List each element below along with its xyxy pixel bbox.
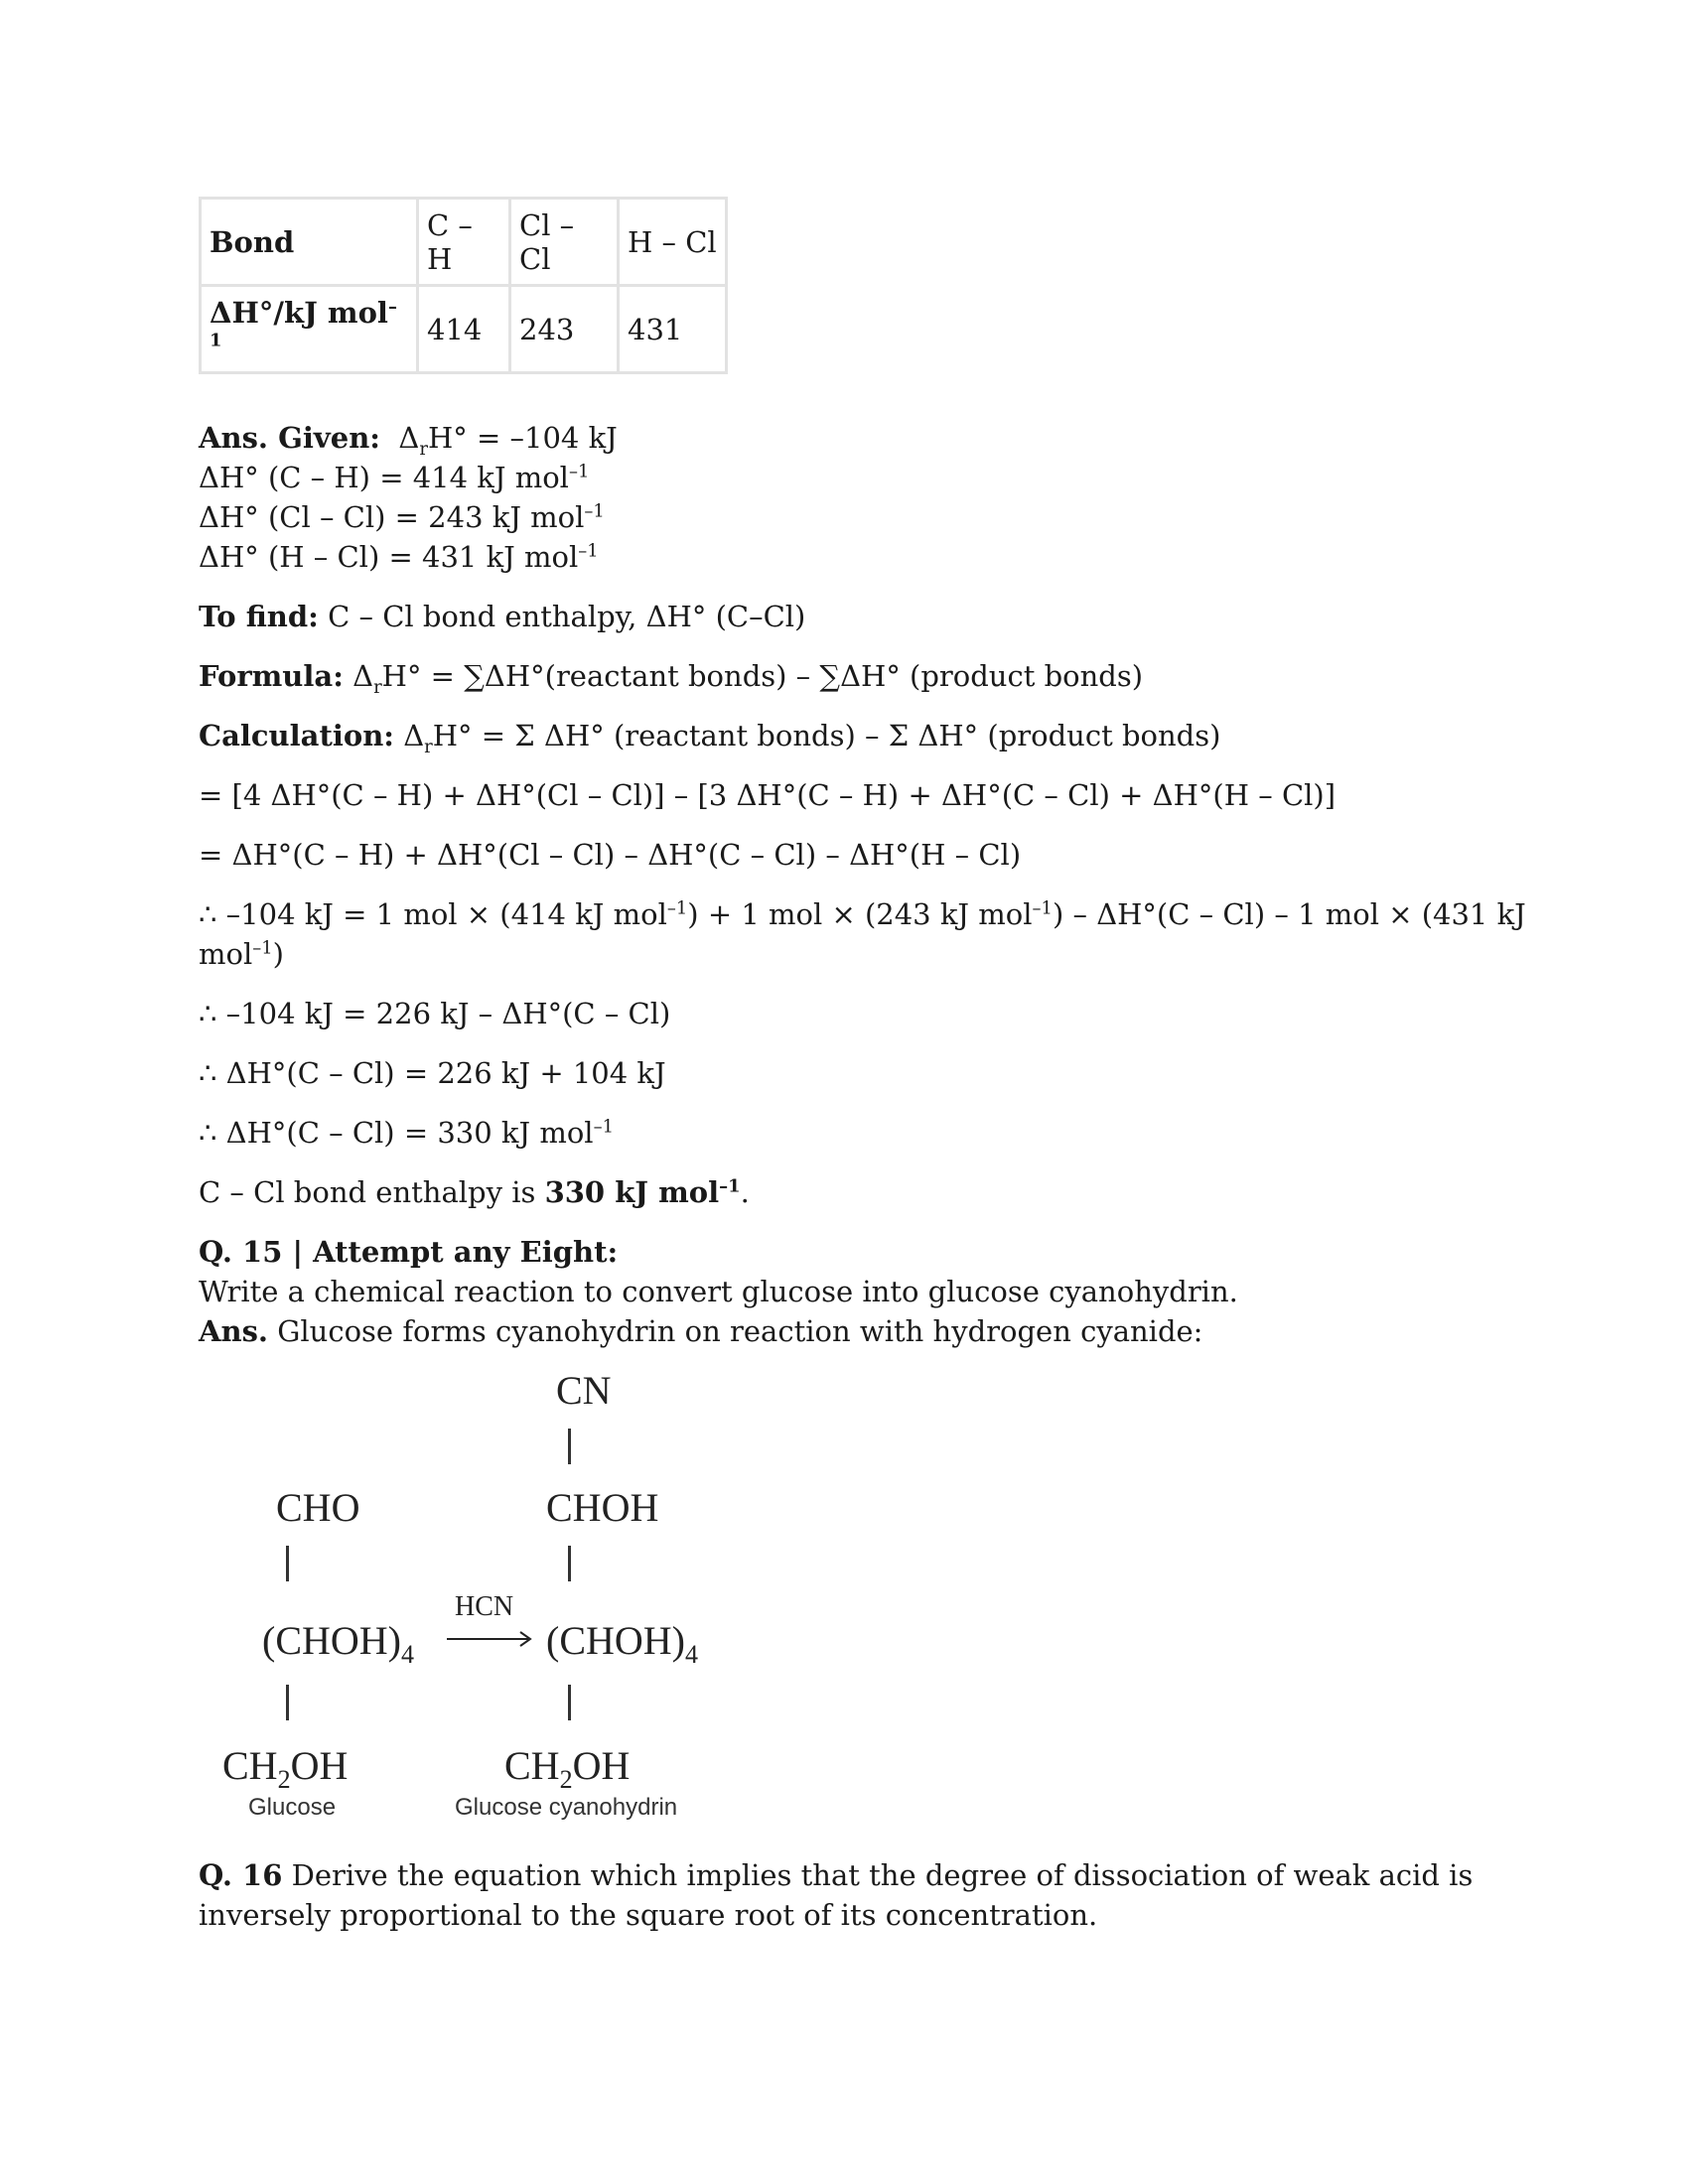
calc-step: = ΔH°(C – H) + ΔH°(Cl – Cl) – ΔH°(C – Cl) – ΔH°(H – Cl) [199,838,1022,872]
table-header-cell: H – Cl [619,199,727,286]
calc-step: ∴ –104 kJ = 1 mol × (414 kJ mol$^{-1}$) + 1 mol × (243 kJ mol$^{-1}$) – ΔH°(C – Cl) – 1 mol × (431 kJ [199,897,1526,931]
left-top: CHO [276,1485,360,1530]
left-mid: $(CHOH)_4$ [262,1618,414,1669]
calc-step: ∴ ΔH°(C – Cl) = 330 kJ mol$^{-1}$ [199,1116,614,1150]
table-cell: 431 [619,286,727,373]
table-header-cell: C – H [418,199,510,286]
bond-line [568,1685,571,1720]
right-cn: CN [556,1368,612,1413]
table-cell: 243 [510,286,619,373]
bond-line [568,1546,571,1581]
calc-step: ∴ –104 kJ = 226 kJ – ΔH°(C – Cl) [199,997,671,1030]
reaction-arrow-icon [445,1627,534,1651]
q16-line: inversely proportional to the square root of its concentration. [199,1898,1098,1932]
left-caption: Glucose [248,1794,337,1821]
calc-step-continued: mol$^{-1}$) [199,937,284,971]
left-bottom: $CH_2OH$ [222,1743,349,1794]
given-line: ΔH° (Cl – Cl) = 243 kJ mol$^{-1}$ [199,500,605,534]
bond-enthalpy-table [199,197,728,374]
right-bottom: $CH_2OH$ [504,1743,631,1794]
bond-line [286,1685,289,1720]
right-caption: Glucose cyanohydrin [455,1794,678,1821]
q15-question: Write a chemical reaction to convert glucose into glucose cyanohydrin. [199,1275,1238,1308]
right-top: CHOH [546,1485,659,1530]
glucose-cyanohydrin-scheme [199,1369,755,1836]
table-header-row [201,199,727,286]
calc-step: ∴ ΔH°(C – Cl) = 226 kJ + 104 kJ [199,1056,666,1090]
formula-line: Formula: $\Delta_rH^\circ$ = ∑ΔH°(reactant bonds) – ∑ΔH° (product bonds) [199,659,1144,698]
table-header-cell: Cl – Cl [510,199,619,286]
table-row-label: ΔH°/kJ mol$^{-1}$ [201,286,418,373]
calc-step: = [4 ΔH°(C – H) + ΔH°(Cl – Cl)] – [3 ΔH°(C – H) + ΔH°(C – Cl) + ΔH°(H – Cl)] [199,778,1336,812]
bond-line [286,1546,289,1581]
given-line: Ans. Given: $\Delta_rH^\circ = -104$ kJ [199,421,618,460]
table-row [201,286,727,373]
q15-answer: Ans. Glucose forms cyanohydrin on reaction with hydrogen cyanide: [199,1314,1203,1348]
right-mid: $(CHOH)_4$ [546,1618,698,1669]
page-content [199,197,1526,1935]
given-line: ΔH° (C – H) = 414 kJ mol$^{-1}$ [199,461,590,494]
given-line: ΔH° (H – Cl) = 431 kJ mol$^{-1}$ [199,540,599,574]
calculation-line: Calculation: $\Delta_rH^\circ = \Sigma$ ΔH° (reactant bonds) – Σ ΔH° (product bonds) [199,719,1221,757]
table-header-cell: Bond [201,199,418,286]
q15-heading: Q. 15 | Attempt any Eight: [199,1235,619,1269]
to-find-line: To find: C – Cl bond enthalpy, ΔH° (C–Cl) [199,600,806,633]
reagent-label: HCN [455,1591,514,1622]
bond-line [568,1429,571,1464]
table-cell: 414 [418,286,510,373]
q16-line: Q. 16 Derive the equation which implies that the degree of dissociation of weak acid is [199,1858,1474,1892]
conclusion: C – Cl bond enthalpy is 330 kJ mol$^{-1}$. [199,1175,750,1209]
